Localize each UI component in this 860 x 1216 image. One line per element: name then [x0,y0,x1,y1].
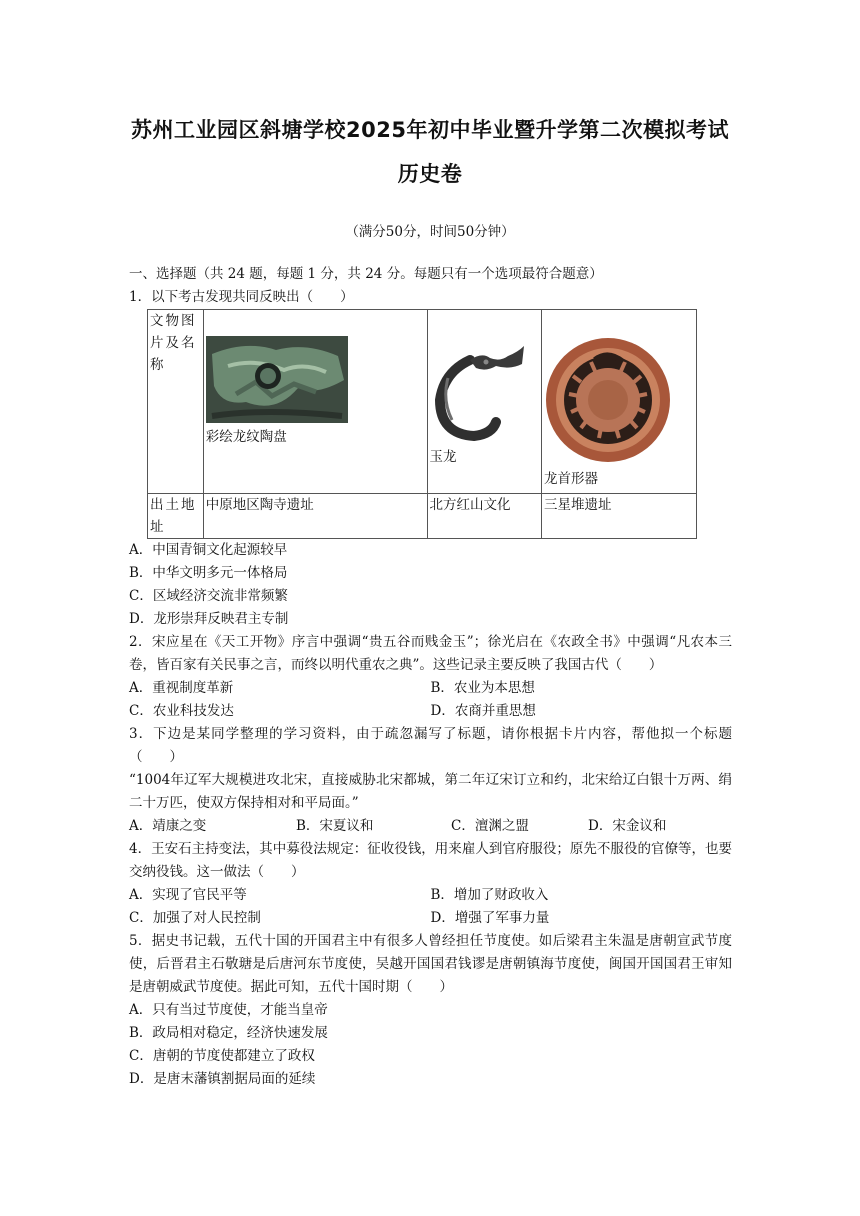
artifact-cell-3 [542,310,697,494]
option: A．只有当过节度使，才能当皇帝 [129,1002,328,1018]
section-heading: 一、选择题（共 24 题，每题 1 分，共 24 分。每题只有一个选项最符合题意） [129,266,603,282]
option: A．中国青铜文化起源较早 [129,542,288,558]
table-label-images: 文物图片及名称 [148,310,204,494]
exam-title: 苏州工业园区斜塘学校2025年初中毕业暨升学第二次模拟考试 [131,118,729,142]
exam-subject: 历史卷 [397,162,463,186]
artifact-cell-1 [203,310,427,494]
options-row [129,700,732,723]
options-row [129,815,732,838]
dragon-head-vessel-image [545,336,671,464]
option: A．实现了官民平等 [129,887,247,903]
option: B．中华文明多元一体格局 [129,565,288,581]
option: D．增强了军事力量 [430,910,550,926]
artifact-table [147,309,697,539]
option: C．加强了对人民控制 [129,910,261,926]
exam-info: （满分50分，时间50分钟） [345,224,515,240]
q4-stem: 4．王安石主持变法，其中募役法规定：征收役钱，用来雇人到官府服役；原先不服役的官僚等，也要交纳役钱。这一做法（ ） [129,841,732,880]
q5-stem: 5．据史书记载，五代十国的开国君主中有很多人曾经担任节度使。如后梁君主朱温是唐朝宣武节度使，后晋君主石敬瑭是后唐河东节度使，吴越开国国君钱谬是唐朝镇海节度使，闽国开国国君王审知是唐朝威武节度使。据此可知，五代十国时期（ ） [129,933,732,995]
option: C．农业科技发达 [129,703,234,719]
option: C．区域经济交流非常频繁 [129,588,288,604]
options-row [129,677,732,700]
option: D．是唐末藩镇割据局面的延续 [129,1071,316,1087]
artifact-cell-2 [427,310,541,494]
option: D．宋金议和 [588,818,667,834]
option: A．靖康之变 [129,818,207,834]
jade-dragon-image [430,342,530,442]
option: C．唐朝的节度使都建立了政权 [129,1048,315,1064]
option: D．农商并重思想 [430,703,536,719]
q3-quote: “1004年辽军大规模进攻北宋，直接威胁北宋都城，第二年辽宋订立和约，北宋给辽白银十万两、绢二十万匹，使双方保持相对和平局面。” [129,772,732,811]
table-label-site: 出土地址 [148,494,204,539]
q3-stem: 3．下边是某同学整理的学习资料，由于疏忽漏写了标题，请你根据卡片内容，帮他拟一个标题（ ） [129,726,732,765]
artifact-site: 中原地区陶寺遗址 [203,494,427,539]
option: D．龙形崇拜反映君主专制 [129,611,289,627]
artifact-name: 彩绘龙纹陶盘 [205,429,287,445]
dragon-plate-image [206,336,348,423]
artifact-site: 三星堆遗址 [542,494,697,539]
artifact-site: 北方红山文化 [427,494,541,539]
artifact-name: 龙首形器 [544,471,598,487]
option: B．增加了财政收入 [430,887,549,903]
option: A．重视制度革新 [129,680,234,696]
options-row [129,884,732,907]
option: B．政局相对稳定，经济快速发展 [129,1025,328,1041]
q2-stem: 2．宋应星在《天工开物》序言中强调“贵五谷而贱金玉”；徐光启在《农政全书》中强调“凡农本三卷，皆百家有关民事之言，而终以明代重农之典”。这些记录主要反映了我国古代（ ） [129,634,732,673]
options-row [129,907,732,930]
exam-body [129,263,732,1091]
option: B．农业为本思想 [430,680,535,696]
q1-stem: 1．以下考古发现共同反映出（ ） [129,289,354,305]
option: B．宋夏议和 [296,818,374,834]
artifact-name: 玉龙 [429,449,457,465]
option: C．澶渊之盟 [451,818,529,834]
